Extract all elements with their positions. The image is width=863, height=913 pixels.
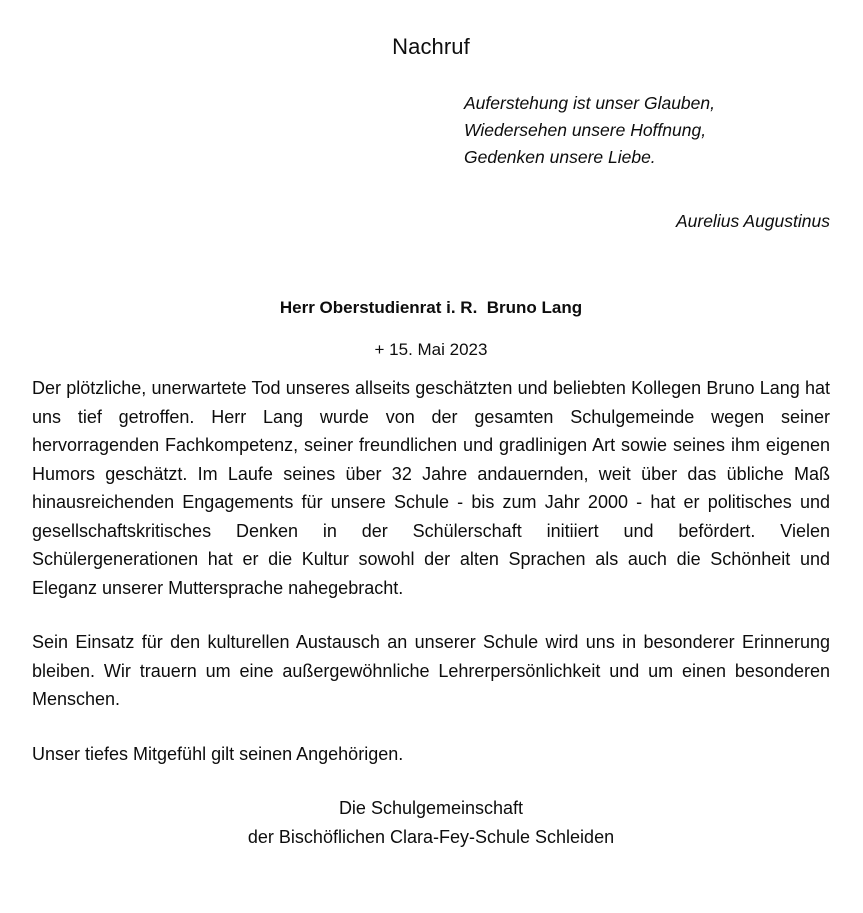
text-column: [32, 0, 830, 847]
signature-block: [32, 794, 830, 851]
page-title: Nachruf: [392, 34, 470, 59]
quote-attribution: Aurelius Augustinus: [675, 211, 830, 231]
paragraph-2: Sein Einsatz für den kulturellen Austausch an unserer Schule wird uns in besonderer Erinnerung bleiben. Wir trauern um eine außergewöhnliche Lehrerpersönlichkeit und um einen besonderen Menschen.: [32, 632, 830, 709]
paragraph-1: Der plötzliche, unerwartete Tod unseres allseits geschätzten und beliebten Kollegen Bruno Lang hat uns tief getroffen. Herr Lang wurde von der gesamten Schulgemeinde wegen seiner hervorragenden Fachkompetenz, seiner freundlichen und gradlinigen Art sowie seines ihm eigenen Humors geschätzt. Im Laufe seines über 32 Jahre andauernden, weit über das übliche Maß hinausreichenden Engagements für unsere Schule - bis zum Jahr 2000 - hat er politisches und gesellschaftskritisches Denken in der Schülerschaft initiiert und befördert. Vielen Schülergenerationen hat er die Kultur sowohl der alten Sprachen als auch die Schönheit und Eleganz unserer Muttersprache nahegebracht.: [32, 378, 830, 598]
body-copy: [32, 374, 830, 794]
quote-line-2: Wiedersehen unsere Hoffnung,: [464, 120, 707, 140]
quote-line-1: Auferstehung ist unser Glauben,: [464, 93, 715, 113]
quote-line-3: Gedenken unsere Liebe.: [464, 147, 656, 167]
honoree-name: Herr Oberstudienrat i. R. Bruno Lang: [279, 298, 583, 317]
death-date: + 15. Mai 2023: [374, 340, 488, 359]
signature-line-2: der Bischöflichen Clara-Fey-Schule Schleiden: [247, 826, 615, 847]
signature-line-1: Die Schulgemeinschaft: [338, 798, 524, 818]
epigraph-quote: [464, 90, 830, 171]
paragraph-3: Unser tiefes Mitgefühl gilt seinen Angehörigen.: [32, 743, 404, 764]
